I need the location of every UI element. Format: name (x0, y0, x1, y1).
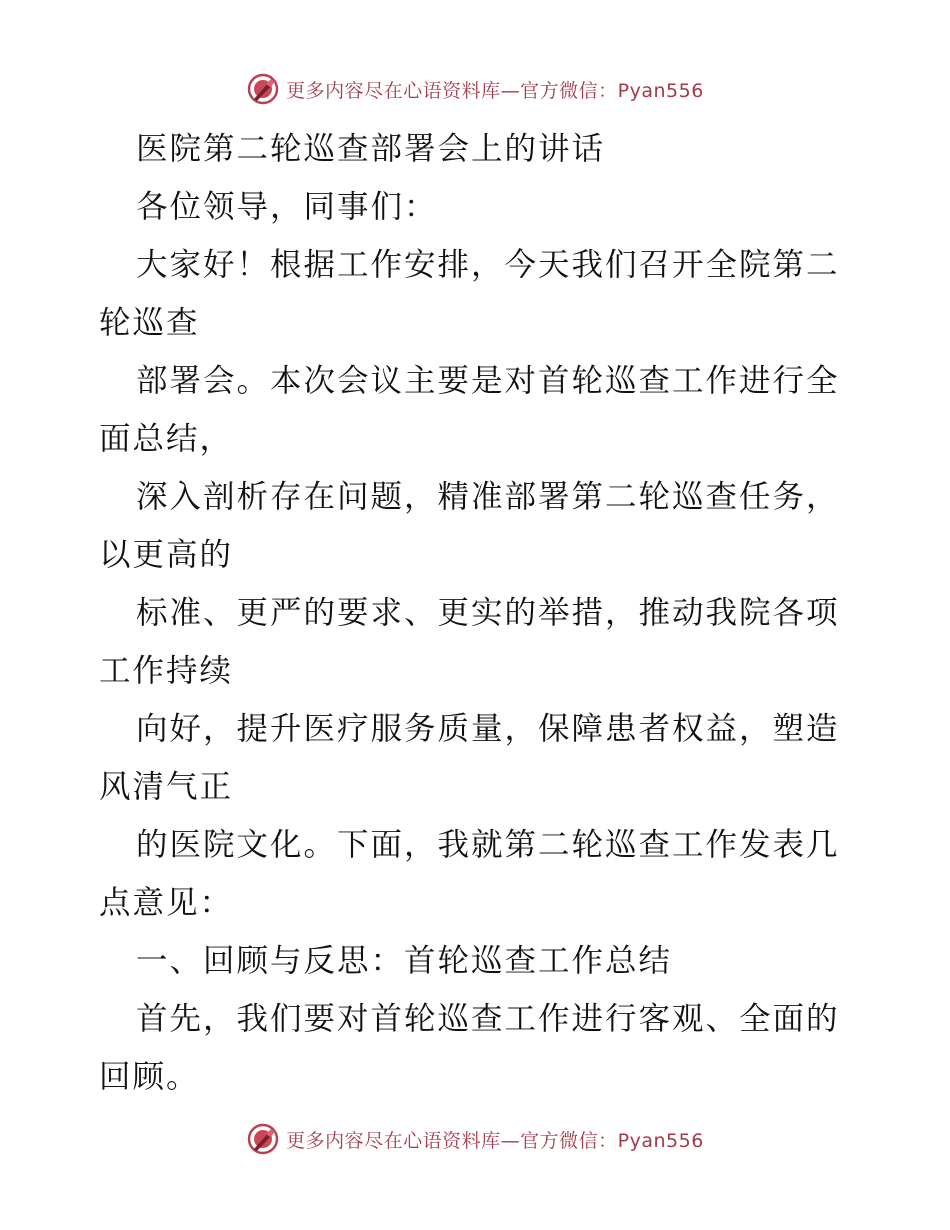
paragraph-line: 首先，我们要对首轮巡查工作进行客观、全面的 (136, 1001, 840, 1037)
feather-pen-seal-icon (246, 1122, 280, 1156)
header-watermark (0, 72, 950, 106)
document-title: 医院第二轮巡查部署会上的讲话 (136, 131, 606, 167)
paragraph-line: 点意见： (99, 885, 234, 921)
watermark-text: 更多内容尽在心语资料库—官方微信：Pyan556 (286, 1129, 704, 1152)
paragraph-line: 深入剖析存在问题，精准部署第二轮巡查任务， (136, 479, 840, 515)
paragraph-line: 的医院文化。下面，我就第二轮巡查工作发表几 (136, 827, 840, 863)
paragraph-line: 面总结， (99, 421, 234, 457)
paragraph-line: 标准、更严的要求、更实的举措，推动我院各项 (136, 595, 840, 631)
document-body (99, 120, 859, 1106)
footer-watermark (0, 1122, 950, 1156)
section-heading: 一、回顾与反思：首轮巡查工作总结 (136, 943, 673, 979)
paragraph-line: 以更高的 (99, 537, 234, 573)
paragraph-line: 工作持续 (99, 653, 234, 689)
feather-pen-seal-icon (246, 72, 280, 106)
paragraph-line: 回顾。 (99, 1059, 200, 1095)
paragraph-line: 轮巡查 (99, 305, 200, 341)
salutation: 各位领导，同事们： (136, 189, 438, 225)
paragraph-line: 向好，提升医疗服务质量，保障患者权益，塑造 (136, 711, 840, 747)
watermark-text: 更多内容尽在心语资料库—官方微信：Pyan556 (286, 79, 704, 102)
paragraph-line: 大家好！根据工作安排，今天我们召开全院第二 (136, 247, 840, 283)
paragraph-line: 风清气正 (99, 769, 234, 805)
paragraph-line: 部署会。本次会议主要是对首轮巡查工作进行全 (136, 363, 840, 399)
